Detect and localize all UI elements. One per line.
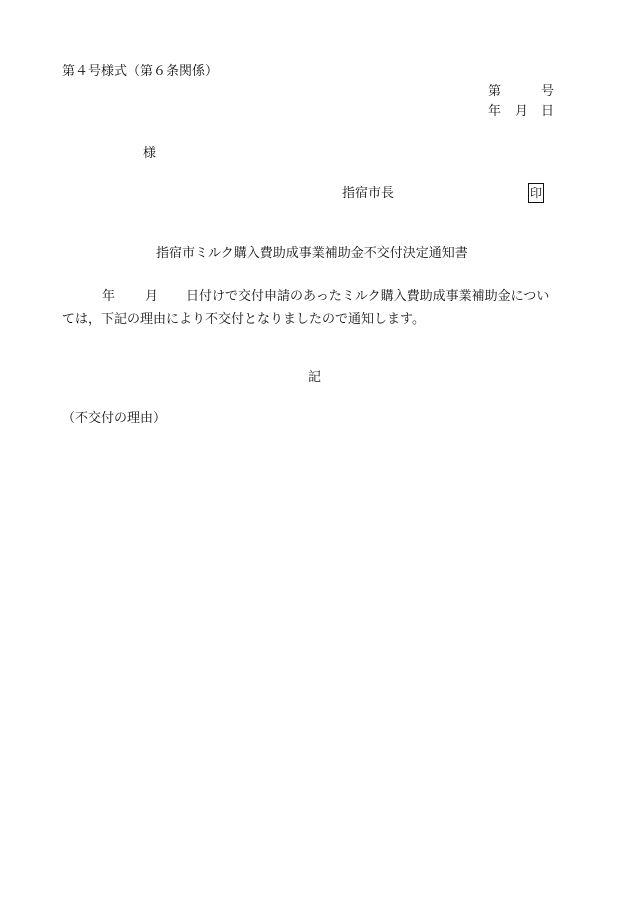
seal-mark: 印 [528,183,544,203]
document-title: 指宿市ミルク購入費助成事業補助金不交付決定通知書 [156,246,468,261]
document-number-prefix: 第 [488,84,502,99]
reason-label: （不交付の理由） [62,411,167,426]
date-month-label: 月 [515,104,529,119]
body-text-line-2: ては，下記の理由により不交付となりましたので通知します。 [62,312,425,327]
body-year-label: 年 [102,289,116,304]
body-month-label: 月 [145,289,159,304]
form-number: 第４号様式（第６条関係） [62,64,219,79]
issuer-title: 指宿市長 [342,186,395,201]
document-number-suffix: 号 [541,84,555,99]
body-text-line-1: 日付けで交付申請のあったミルク購入費助成事業補助金につい [186,289,550,304]
date-day-label: 日 [541,104,555,119]
ki-heading: 記 [308,370,322,385]
recipient-honorific: 様 [143,146,157,161]
date-year-label: 年 [488,104,502,119]
